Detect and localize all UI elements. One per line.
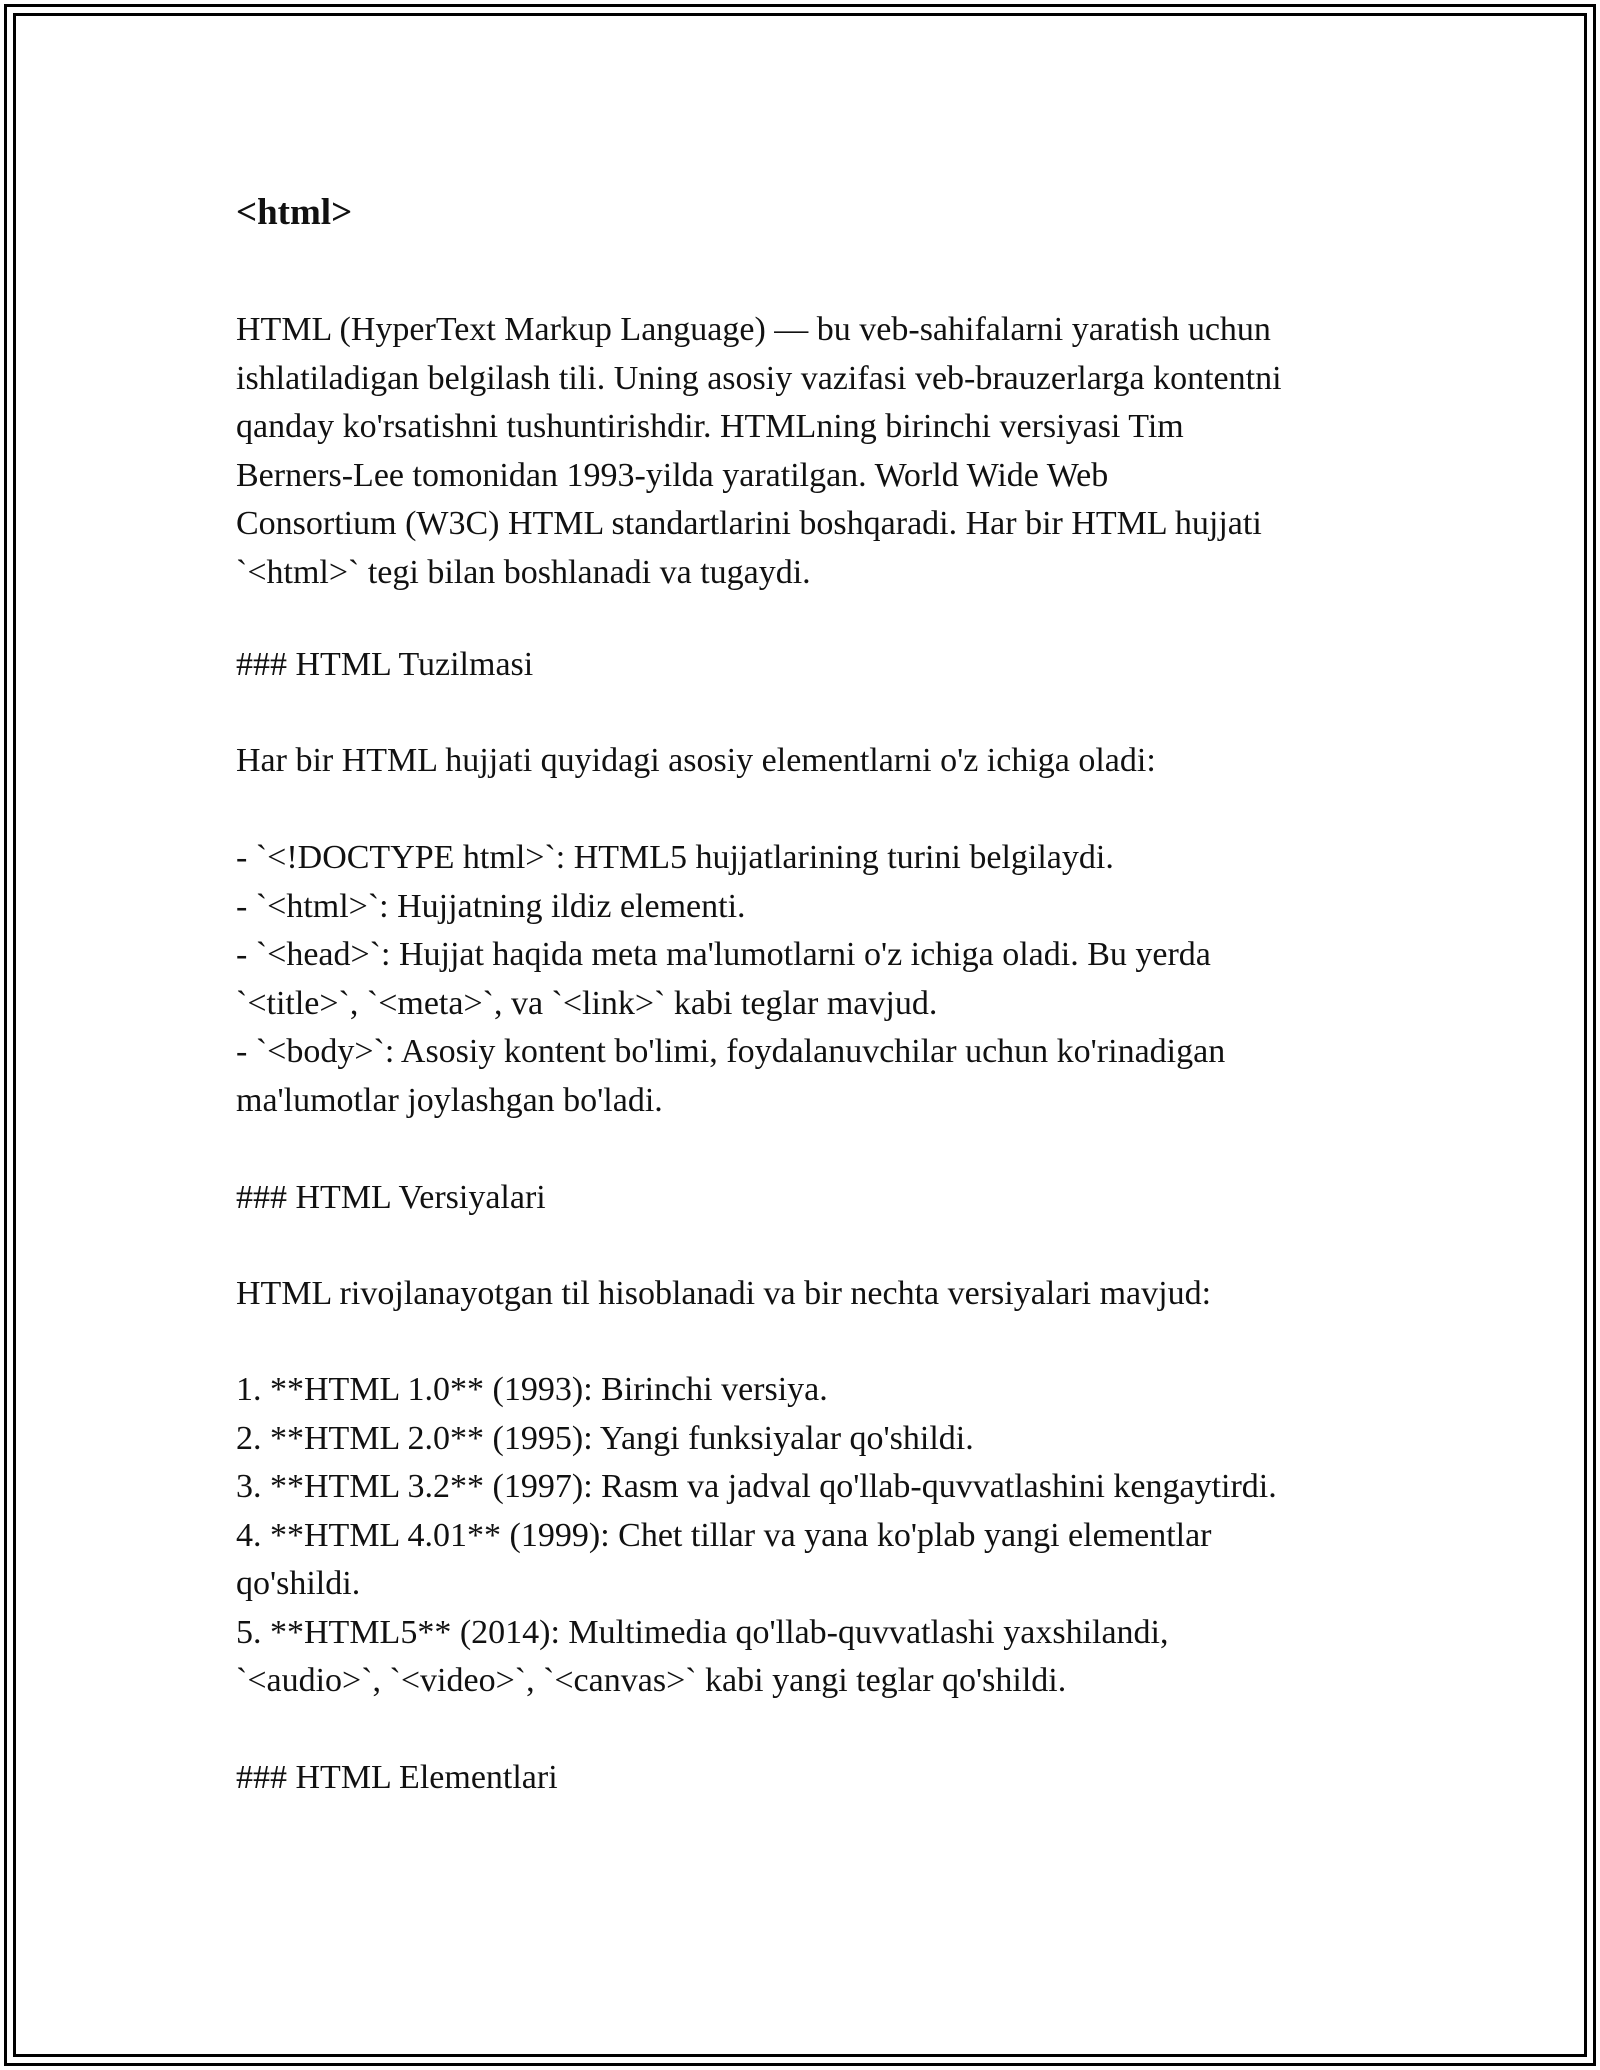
list-item: 1. **HTML 1.0** (1993): Birinchi versiya.	[236, 1371, 828, 1408]
paragraph-text: HTML rivojlanayotgan til hisoblanadi va bir nechta versiyalari mavjud:	[236, 1275, 1212, 1312]
structure-intro-text	[236, 737, 1156, 786]
intro-paragraph	[236, 306, 1282, 597]
list-item: ma'lumotlar joylashgan bo'ladi.	[236, 1081, 663, 1119]
versions-intro-text	[236, 1270, 1211, 1319]
intro-line: `<html>` tegi bilan boshlanadi va tugaydi.	[236, 553, 811, 591]
intro-line: Consortium (W3C) HTML standartlarini boshqaradi. Har bir HTML hujjati	[236, 505, 1262, 542]
list-item: - `<head>`: Hujjat haqida meta ma'lumotlarni o'z ichiga oladi. Bu yerda	[236, 936, 1211, 973]
list-item: 3. **HTML 3.2** (1997): Rasm va jadval qo'llab-quvvatlashini kengaytirdi.	[236, 1468, 1277, 1505]
list-item: 2. **HTML 2.0** (1995): Yangi funksiyalar qo'shildi.	[236, 1419, 974, 1457]
intro-line: Berners-Lee tomonidan 1993-yilda yaratilgan. World Wide Web	[236, 456, 1109, 494]
list-item: - `<!DOCTYPE html>`: HTML5 hujjatlarining turini belgilaydi.	[236, 839, 1114, 876]
list-item: - `<body>`: Asosiy kontent bo'limi, foydalanuvchilar uchun ko'rinadigan	[236, 1033, 1226, 1070]
structure-list	[236, 834, 1225, 1125]
section-heading-elements	[236, 1754, 558, 1803]
paragraph-text: Har bir HTML hujjati quyidagi asosiy elementlarni o'z ichiga oladi:	[236, 742, 1156, 779]
list-item: qo'shildi.	[236, 1565, 361, 1602]
list-item: `<title>`, `<meta>`, va `<link>` kabi teglar mavjud.	[236, 984, 938, 1022]
intro-line: HTML (HyperText Markup Language) — bu veb-sahifalarni yaratish uchun	[236, 311, 1271, 348]
versions-list	[236, 1366, 1277, 1706]
section-heading-versions	[236, 1174, 546, 1223]
document-title: <html>	[236, 192, 353, 233]
heading-text: ### HTML Elementlari	[236, 1759, 558, 1796]
heading-text: ### HTML Tuzilmasi	[236, 646, 534, 683]
list-item: - `<html>`: Hujjatning ildiz elementi.	[236, 887, 746, 925]
list-item: 4. **HTML 4.01** (1999): Chet tillar va yana ko'plab yangi elementlar	[236, 1516, 1212, 1554]
heading-text: ### HTML Versiyalari	[236, 1179, 546, 1216]
intro-line: qanday ko'rsatishni tushuntirishdir. HTMLning birinchi versiyasi Tim	[236, 408, 1184, 445]
list-item: 5. **HTML5** (2014): Multimedia qo'llab-quvvatlashi yaxshilandi,	[236, 1613, 1169, 1651]
section-heading-structure	[236, 641, 533, 690]
list-item: `<audio>`, `<video>`, `<canvas>` kabi yangi teglar qo'shildi.	[236, 1662, 1067, 1699]
intro-line: ishlatiladigan belgilash tili. Uning asosiy vazifasi veb-brauzerlarga kontentni	[236, 359, 1282, 397]
